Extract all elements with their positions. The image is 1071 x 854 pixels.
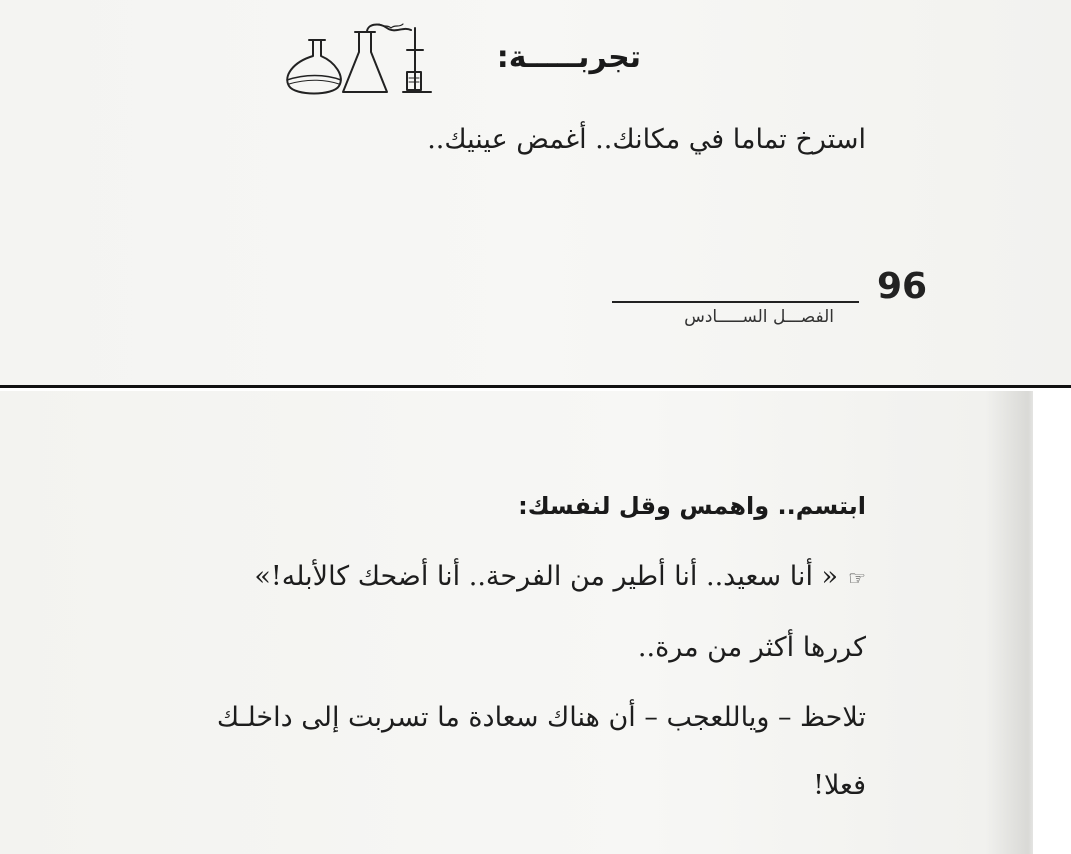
chapter-rule — [612, 301, 859, 303]
instruction-line: استرخ تماما في مكانك.. أغمض عينيك.. — [427, 124, 866, 155]
page-separator — [0, 385, 1071, 388]
experiment-heading: تجربـــــة: — [496, 40, 641, 75]
lab-flask-icon — [275, 22, 435, 97]
quote-text: « أنا سعيد.. أنا أطير من الفرحة.. أنا أضحك كالأبله!» — [254, 561, 839, 592]
page-number: 96 — [877, 266, 928, 307]
bottom-page-scan — [0, 391, 1071, 854]
quote-line — [254, 561, 866, 592]
repeat-line: كررها أكثر من مرة.. — [637, 632, 866, 663]
chapter-label: الفصـــل الســـــادس — [684, 307, 834, 327]
indeed-line: فعلا! — [813, 770, 866, 801]
top-page-scan — [0, 0, 1071, 386]
pointing-hand-icon: ☜ — [848, 566, 866, 590]
notice-line: تلاحظ – وياللعجب – أن هناك سعادة ما تسربت إلى داخلـك — [216, 702, 866, 733]
smile-heading: ابتسم.. واهمس وقل لنفسك: — [518, 492, 866, 520]
